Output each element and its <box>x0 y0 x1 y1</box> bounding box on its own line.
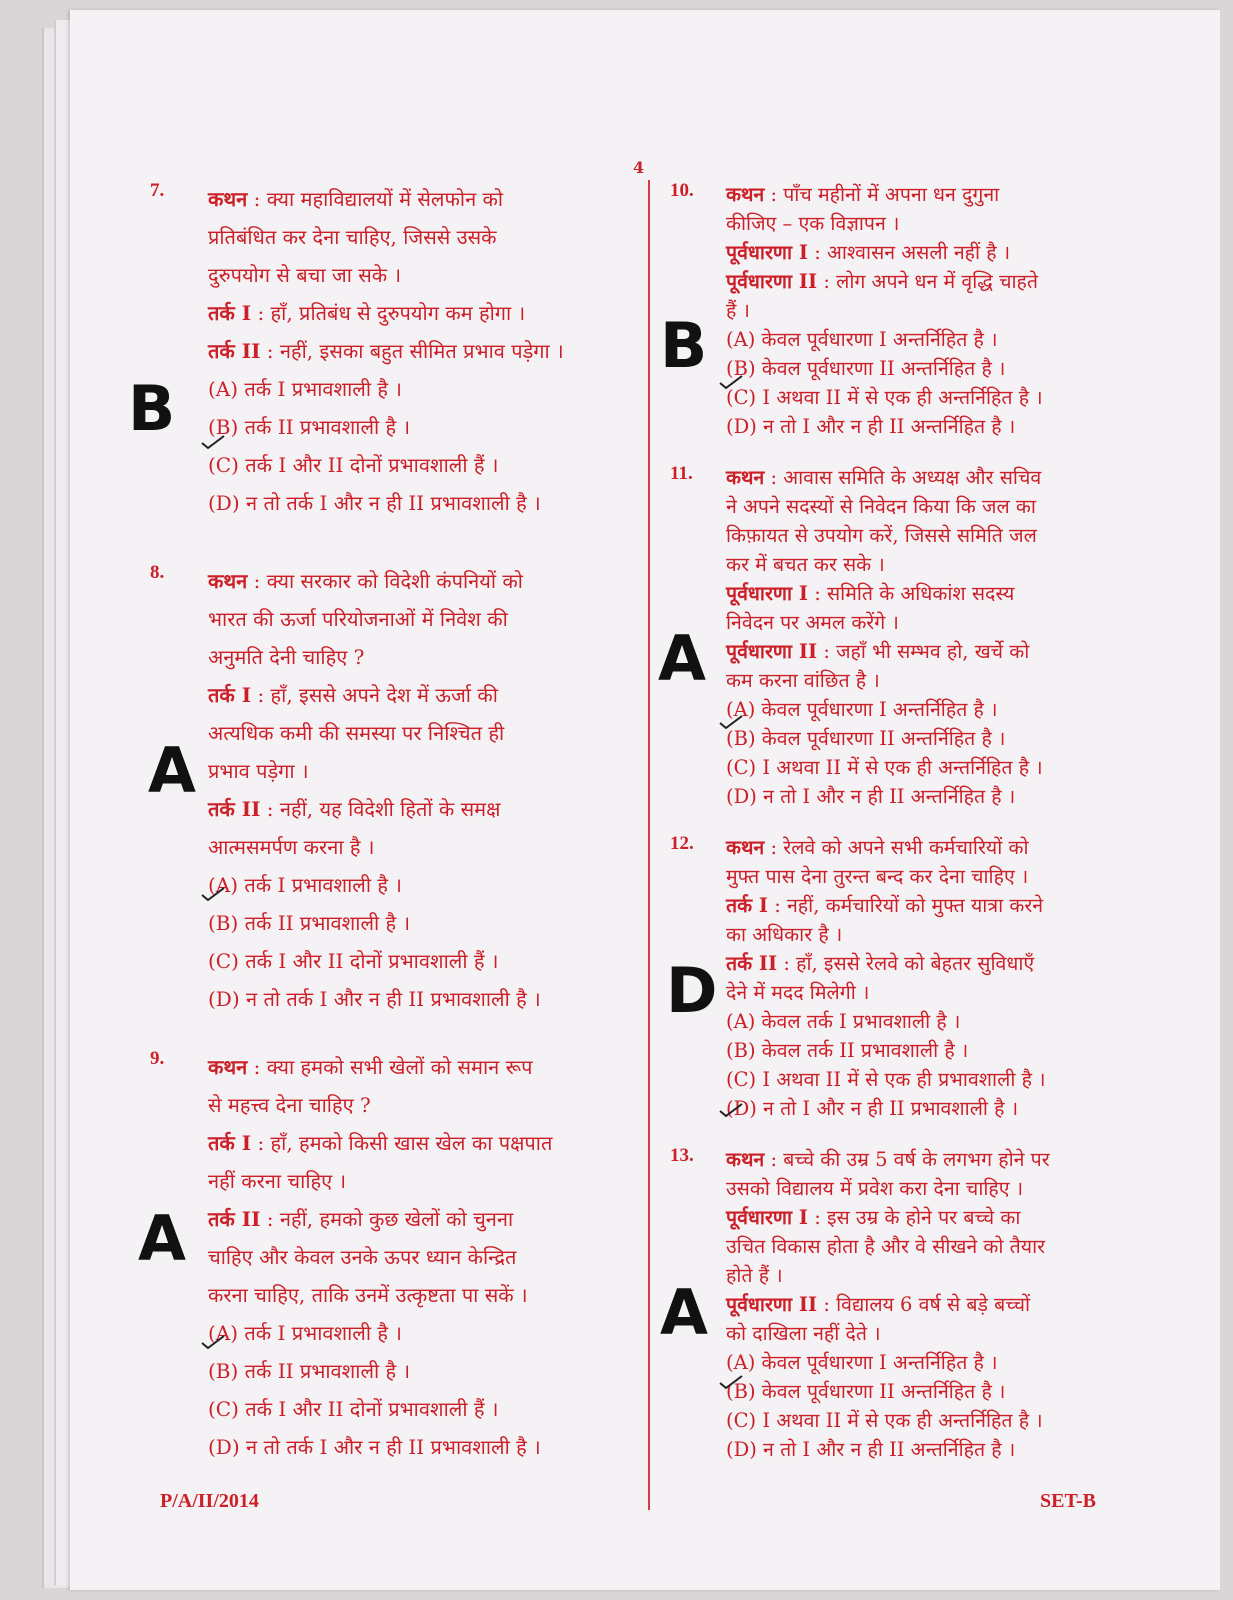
line-text: : रेलवे को अपने सभी कर्मचारियों को <box>764 836 1029 859</box>
keyword: पूर्वधारणा I <box>726 241 808 264</box>
question-body <box>726 180 1190 441</box>
question-number: 9. <box>150 1048 165 1069</box>
question-line <box>726 666 1190 695</box>
answer-option: (C) I अथवा II में से एक ही अन्तर्निहित है । <box>726 386 1043 409</box>
line-text: निवेदन पर अमल करेंगे । <box>726 611 899 634</box>
question-line <box>208 828 640 866</box>
question-line <box>208 1276 640 1314</box>
question-line <box>726 267 1190 296</box>
line-text: : नहीं, यह विदेशी हितों के समक्ष <box>260 797 501 821</box>
question-line <box>726 492 1190 521</box>
keyword: तर्क II <box>208 339 261 363</box>
question-line <box>726 550 1190 579</box>
question-line <box>208 752 640 790</box>
keyword: पूर्वधारणा I <box>726 582 808 605</box>
tick-mark-icon <box>718 1102 744 1118</box>
question-line <box>726 521 1190 550</box>
keyword: तर्क I <box>208 1131 252 1155</box>
answer-option: (B) केवल पूर्वधारणा II अन्तर्निहित है । <box>726 1380 1006 1403</box>
question-line <box>208 1162 640 1200</box>
question-line <box>208 180 640 218</box>
line-text: मुफ्त पास देना तुरन्त बन्द कर देना चाहिए । <box>726 865 1029 888</box>
answer-option: (A) तर्क I प्रभावशाली है । <box>208 1321 402 1345</box>
question-line <box>726 238 1190 267</box>
question-line <box>208 332 640 370</box>
line-text: भारत की ऊर्जा परियोजनाओं में निवेश की <box>208 607 508 631</box>
question-line <box>208 1048 640 1086</box>
keyword: पूर्वधारणा II <box>726 1293 818 1316</box>
keyword: तर्क II <box>208 797 261 821</box>
question-line <box>726 862 1190 891</box>
answer-option: (B) केवल तर्क II प्रभावशाली है । <box>726 1039 969 1062</box>
right-column <box>670 180 1190 1464</box>
answer-option: (D) न तो I और न ही II अन्तर्निहित है । <box>726 415 1016 438</box>
answer-option: (B) तर्क II प्रभावशाली है । <box>208 911 411 935</box>
keyword: पूर्वधारणा II <box>726 270 818 293</box>
question-line <box>208 638 640 676</box>
line-text: : क्या हमको सभी खेलों को समान रूप <box>247 1055 533 1079</box>
question-line <box>726 209 1190 238</box>
answer-option: (B) तर्क II प्रभावशाली है । <box>208 415 411 439</box>
answer-option: (A) केवल तर्क I प्रभावशाली है । <box>726 1010 961 1033</box>
question-number: 12. <box>670 833 694 854</box>
answer-option: (C) तर्क I और II दोनों प्रभावशाली हैं । <box>208 1397 499 1421</box>
line-text: नहीं करना चाहिए । <box>208 1169 347 1193</box>
answer-option: (C) तर्क I और II दोनों प्रभावशाली हैं । <box>208 453 499 477</box>
question <box>150 1048 640 1466</box>
question <box>150 562 640 1018</box>
question-line <box>726 463 1190 492</box>
footer-code: P/A/II/2014 <box>160 1490 259 1512</box>
line-text: ने अपने सदस्यों से निवेदन किया कि जल का <box>726 495 1036 518</box>
line-text: प्रभाव पड़ेगा । <box>208 759 309 783</box>
keyword: कथन <box>208 1055 248 1079</box>
question-number: 11. <box>670 463 693 484</box>
answer-option: (B) केवल पूर्वधारणा II अन्तर्निहित है । <box>726 357 1006 380</box>
question-line <box>208 1200 640 1238</box>
question-line <box>726 637 1190 666</box>
line-text: : हाँ, इससे रेलवे को बेहतर सुविधाएँ <box>777 952 1035 975</box>
line-text: कीजिए – एक विज्ञापन । <box>726 212 900 235</box>
question-line <box>208 600 640 638</box>
line-text: देने में मदद मिलेगी । <box>726 981 870 1004</box>
question-line <box>726 1174 1190 1203</box>
keyword: तर्क I <box>726 894 769 917</box>
question-line <box>208 676 640 714</box>
keyword: कथन <box>726 1148 765 1171</box>
line-text: अनुमति देनी चाहिए ? <box>208 645 365 669</box>
line-text: : नहीं, हमको कुछ खेलों को चुनना <box>260 1207 514 1231</box>
line-text: होते हैं । <box>726 1264 783 1287</box>
line-text: कम करना वांछित है । <box>726 669 880 692</box>
question-number: 7. <box>150 180 165 201</box>
line-text: : इस उम्र के होने पर बच्चे का <box>808 1206 1021 1229</box>
tick-mark-icon <box>718 714 744 730</box>
line-text: : पाँच महीनों में अपना धन दुगुना <box>764 183 1000 206</box>
answer-option: (A) केवल पूर्वधारणा I अन्तर्निहित है । <box>726 1351 998 1374</box>
line-text: : हाँ, इससे अपने देश में ऊर्जा की <box>251 683 498 707</box>
question-line <box>726 833 1190 862</box>
keyword: कथन <box>726 836 765 859</box>
question-line <box>208 256 640 294</box>
line-text: दुरुपयोग से बचा जा सके । <box>208 263 402 287</box>
line-text: प्रतिबंधित कर देना चाहिए, जिससे उसके <box>208 225 497 249</box>
line-text: आत्मसमर्पण करना है । <box>208 835 375 859</box>
handwritten-answer-q10: B <box>660 309 708 382</box>
line-text: : हाँ, प्रतिबंध से दुरुपयोग कम होगा । <box>251 301 526 325</box>
keyword: कथन <box>208 569 248 593</box>
question-line <box>208 1124 640 1162</box>
question <box>150 180 640 522</box>
question-line <box>726 608 1190 637</box>
question-line <box>208 218 640 256</box>
exam-page <box>70 10 1220 1590</box>
question-line <box>208 294 640 332</box>
tick-mark-icon <box>200 434 226 450</box>
answer-option: (C) I अथवा II में से एक ही अन्तर्निहित है । <box>726 756 1043 779</box>
question-line <box>726 891 1190 920</box>
question-number: 10. <box>670 180 694 201</box>
page-number: 4 <box>633 158 645 177</box>
handwritten-answer-q9: A <box>138 1202 186 1275</box>
answer-option: (D) न तो I और न ही II अन्तर्निहित है । <box>726 785 1016 808</box>
answer-option: (D) न तो तर्क I और न ही II प्रभावशाली है । <box>208 987 541 1011</box>
answer-option: (C) I अथवा II में से एक ही प्रभावशाली है । <box>726 1068 1046 1091</box>
line-text: का अधिकार है । <box>726 923 843 946</box>
left-column <box>150 180 640 1466</box>
column-divider <box>648 180 650 1510</box>
answer-option: (A) तर्क I प्रभावशाली है । <box>208 377 402 401</box>
answer-option: (B) केवल पूर्वधारणा II अन्तर्निहित है । <box>726 727 1006 750</box>
line-text: : बच्चे की उम्र 5 वर्ष के लगभग होने पर <box>764 1148 1050 1171</box>
question-line <box>726 180 1190 209</box>
question-body <box>208 1048 640 1466</box>
line-text: : क्या महाविद्यालयों में सेलफोन को <box>247 187 504 211</box>
answer-option: (B) तर्क II प्रभावशाली है । <box>208 1359 411 1383</box>
question-line <box>726 1290 1190 1319</box>
question-line <box>726 978 1190 1007</box>
line-text: करना चाहिए, ताकि उनमें उत्कृष्टता पा सकें । <box>208 1283 528 1307</box>
keyword: पूर्वधारणा I <box>726 1206 808 1229</box>
question <box>670 180 1190 441</box>
tick-mark-icon <box>200 886 226 902</box>
keyword: तर्क II <box>726 952 778 975</box>
answer-option: (D) न तो I और न ही II अन्तर्निहित है । <box>726 1438 1016 1461</box>
question-line <box>726 296 1190 325</box>
question-line <box>208 790 640 828</box>
question-line <box>726 579 1190 608</box>
question-body <box>726 833 1190 1123</box>
question-number: 8. <box>150 562 165 583</box>
keyword: तर्क I <box>208 683 252 707</box>
keyword: तर्क II <box>208 1207 261 1231</box>
line-text: उसको विद्यालय में प्रवेश करा देना चाहिए । <box>726 1177 1024 1200</box>
keyword: कथन <box>208 187 248 211</box>
question-line <box>208 1086 640 1124</box>
question-line <box>726 1261 1190 1290</box>
handwritten-answer-q13: A <box>660 1276 708 1349</box>
line-text: : नहीं, इसका बहुत सीमित प्रभाव पड़ेगा । <box>260 339 564 363</box>
question-line <box>726 949 1190 978</box>
line-text: : आवास समिति के अध्यक्ष और सचिव <box>764 466 1042 489</box>
question-body <box>726 1145 1190 1464</box>
tick-mark-icon <box>200 1334 226 1350</box>
line-text: : लोग अपने धन में वृद्धि चाहते <box>817 270 1038 293</box>
question-line <box>208 714 640 752</box>
line-text: : क्या सरकार को विदेशी कंपनियों को <box>247 569 523 593</box>
line-text: हैं । <box>726 299 750 322</box>
line-text: : हाँ, हमको किसी खास खेल का पक्षपात <box>251 1131 553 1155</box>
line-text: : आश्वासन असली नहीं है । <box>808 241 1011 264</box>
line-text: किफ़ायत से उपयोग करें, जिससे समिति जल <box>726 524 1037 547</box>
line-text: : समिति के अधिकांश सदस्य <box>808 582 1015 605</box>
question <box>670 463 1190 811</box>
line-text: से महत्त्व देना चाहिए ? <box>208 1093 371 1117</box>
handwritten-answer-q11: A <box>658 622 706 695</box>
question <box>670 1145 1190 1464</box>
answer-option: (D) न तो I और न ही II प्रभावशाली है । <box>726 1097 1019 1120</box>
tick-mark-icon <box>718 374 744 390</box>
question-line <box>208 1238 640 1276</box>
question-line <box>208 562 640 600</box>
answer-option: (D) न तो तर्क I और न ही II प्रभावशाली है । <box>208 491 541 515</box>
keyword: कथन <box>726 183 765 206</box>
question-body <box>726 463 1190 811</box>
question-line <box>726 1232 1190 1261</box>
answer-option: (A) केवल पूर्वधारणा I अन्तर्निहित है । <box>726 328 998 351</box>
answer-option: (D) न तो तर्क I और न ही II प्रभावशाली है । <box>208 1435 541 1459</box>
handwritten-answer-q7: B <box>128 372 176 445</box>
question <box>670 833 1190 1123</box>
answer-option: (A) केवल पूर्वधारणा I अन्तर्निहित है । <box>726 698 998 721</box>
line-text: : विद्यालय 6 वर्ष से बड़े बच्चों <box>817 1293 1031 1316</box>
question-line <box>726 1145 1190 1174</box>
answer-option: (C) I अथवा II में से एक ही अन्तर्निहित है । <box>726 1409 1043 1432</box>
question-body <box>208 180 640 522</box>
line-text: को दाखिला नहीं देते । <box>726 1322 881 1345</box>
tick-mark-icon <box>718 1374 744 1390</box>
question-body <box>208 562 640 1018</box>
footer-set: SET-B <box>1040 1490 1096 1512</box>
line-text: उचित विकास होता है और वे सीखने को तैयार <box>726 1235 1046 1258</box>
answer-option: (C) तर्क I और II दोनों प्रभावशाली हैं । <box>208 949 499 973</box>
line-text: : नहीं, कर्मचारियों को मुफ्त यात्रा करने <box>768 894 1044 917</box>
answer-option: (A) तर्क I प्रभावशाली है । <box>208 873 402 897</box>
handwritten-answer-q12: D <box>666 954 718 1027</box>
line-text: : जहाँ भी सम्भव हो, खर्चे को <box>817 640 1030 663</box>
handwritten-answer-q8: A <box>148 734 196 807</box>
question-line <box>726 1319 1190 1348</box>
line-text: कर में बचत कर सके । <box>726 553 885 576</box>
keyword: पूर्वधारणा II <box>726 640 818 663</box>
keyword: तर्क I <box>208 301 252 325</box>
line-text: चाहिए और केवल उनके ऊपर ध्यान केन्द्रित <box>208 1245 517 1269</box>
line-text: अत्यधिक कमी की समस्या पर निश्चित ही <box>208 721 505 745</box>
question-number: 13. <box>670 1145 694 1166</box>
question-line <box>726 920 1190 949</box>
keyword: कथन <box>726 466 765 489</box>
question-line <box>726 1203 1190 1232</box>
